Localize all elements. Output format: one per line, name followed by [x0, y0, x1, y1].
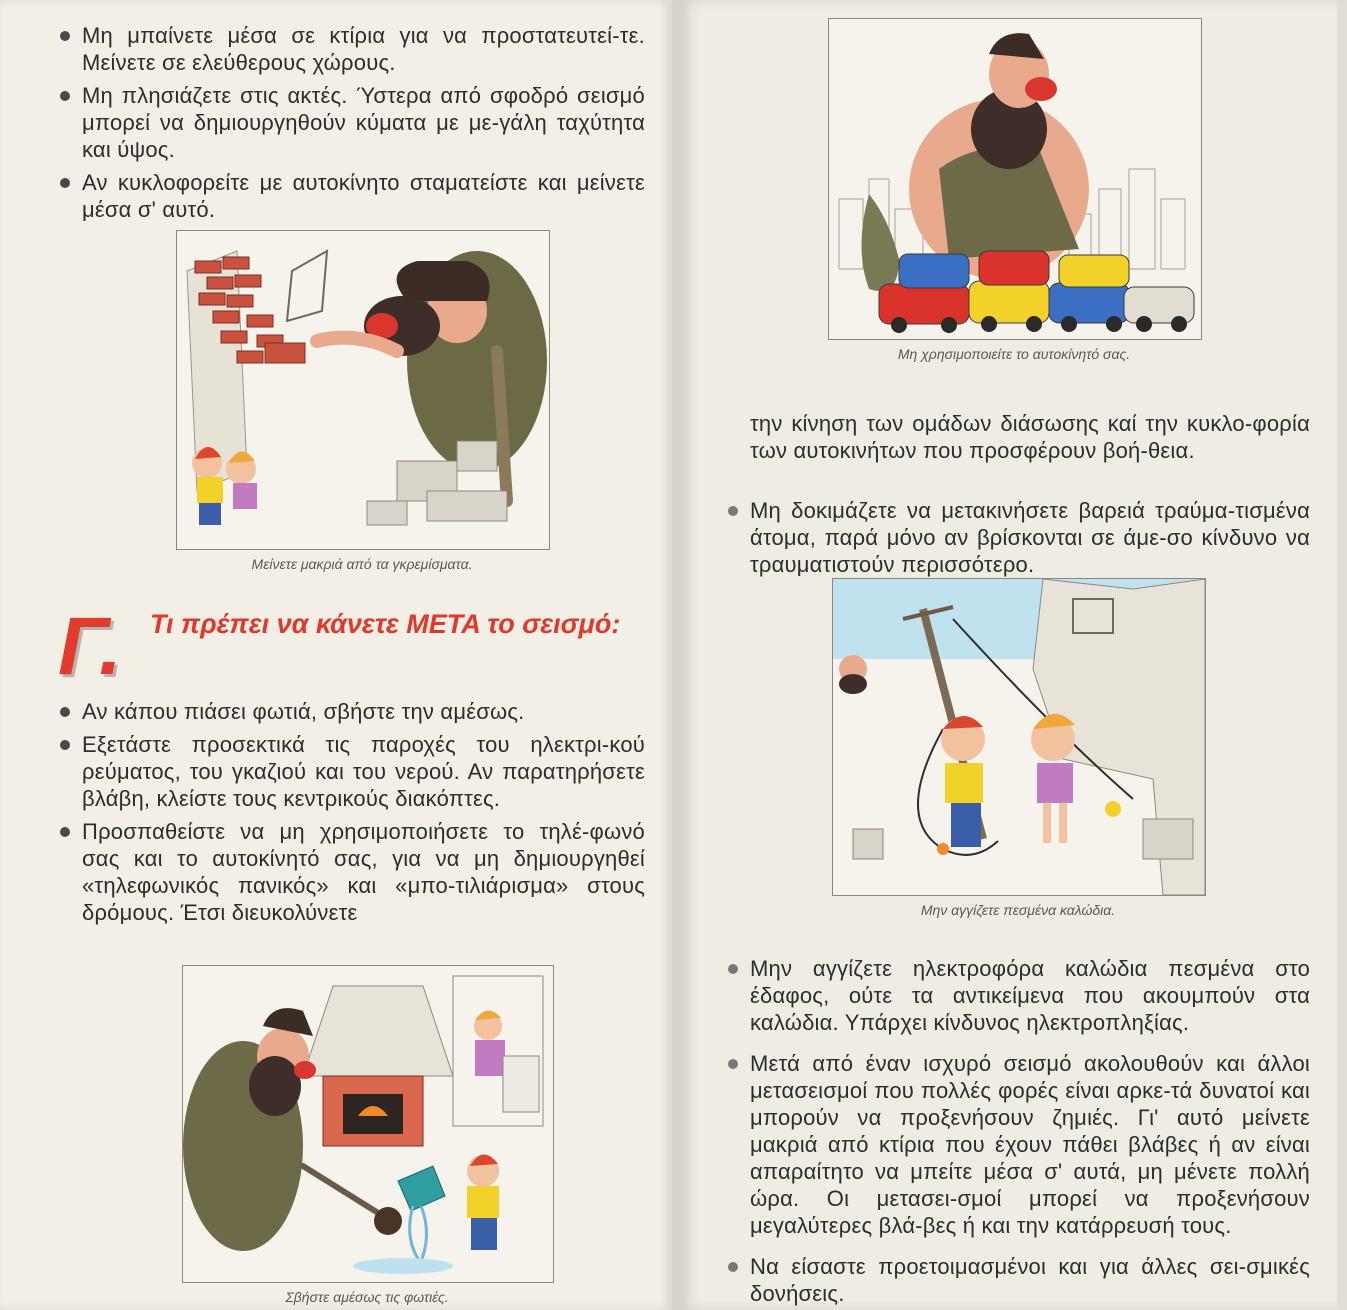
bullet-item: Μη πλησιάζετε στις ακτές. Ύστερα από σφοδρό σεισμό μπορεί να δημιουργηθούν κύματα με με-γάλη ταχύτητα και ύψος. [60, 82, 645, 163]
left-page [0, 0, 672, 1310]
bullet-list-bottom [728, 955, 1310, 1310]
bullet-dot-icon [728, 506, 738, 516]
bullet-item: Εξετάστε προσεκτικά τις παροχές του ηλεκτρι-κού ρεύματος, του γκαζιού και του νερού. Αν παρατηρήσετε βλάβη, κλείστε τους κεντρικούς διακόπτες. [60, 731, 645, 812]
page-gutter [672, 0, 680, 1310]
bullet-dot-icon [60, 707, 70, 717]
bullet-item: Αν κυκλοφορείτε με αυτοκίνητο σταματείστε και μείνετε μέσα σ' αυτό. [60, 169, 645, 223]
extinguishing-fire-illustration [182, 965, 554, 1283]
bullet-item: Μετά από έναν ισχυρό σεισμό ακολουθούν και άλλοι μετασεισμοί που πολλές φορές είναι αρκε-τά δυνατοί και μπορούν να προξενήσουν ζημιές. Γι' αυτό μείνετε μακριά από κτίρια που έχουν πάθει βλάβες ή αν είναι απαραίτητο να μπείτε μέσα σ' αυτά, μη μένετε πολλή ώρα. Οι μετασει-σμοί μπορεί να προξενήσουν μεγαλύτερες βλά-βες ή και την κατάρρευσή τους. [728, 1050, 1310, 1239]
bullet-dot-icon [60, 31, 70, 41]
illustration-caption: Μη χρησιμοποιείτε το αυτοκίνητό σας. [897, 346, 1131, 362]
illustration-caption: Μείνετε μακριά από τα γκρεμίσματα. [251, 556, 473, 572]
bullet-item: Μη μπαίνετε μέσα σε κτίρια για να προστατευτεί-τε. Μείνετε σε ελεύθερους χώρους. [60, 22, 645, 76]
bullet-list-top [60, 22, 645, 229]
right-page [680, 0, 1347, 1310]
bullet-item: Αν κάπου πιάσει φωτιά, σβήστε την αμέσως. [60, 698, 645, 725]
bullet-item: Μην αγγίζετε ηλεκτροφόρα καλώδια πεσμένα στο έδαφος, ούτε τα αντικείμενα που ακουμπούν στα καλώδια. Υπάρχει κίνδυνος ηλεκτροπληξίας. [728, 955, 1310, 1036]
bullet-dot-icon [60, 827, 70, 837]
bullet-list-middle [728, 497, 1310, 584]
bullet-dot-icon [728, 1262, 738, 1272]
bullet-dot-icon [728, 964, 738, 974]
section-letter: Γ. [58, 601, 122, 692]
giant-pulling-bricks-illustration [176, 230, 550, 550]
section-title: Τι πρέπει να κάνετε ΜΕΤΑ το σεισμό: [150, 609, 621, 639]
bullet-dot-icon [60, 178, 70, 188]
bullet-item: Προσπαθείστε να μη χρησιμοποιήσετε το τηλέ-φωνό σας και το αυτοκίνητό σας, για να μη δημιουργηθεί «τηλεφωνικός πανικός» και «μπο-τιλιάρισμα» στους δρόμους. Έτσι διευκολύνετε [60, 818, 645, 926]
bullet-list-after [60, 698, 645, 932]
illustration-caption: Σβήστε αμέσως τις φωτιές. [285, 1289, 449, 1305]
bullet-item: Μη δοκιμάζετε να μετακινήσετε βαρειά τραύμα-τισμένα άτομα, παρά μόνο αν βρίσκονται σε άμε-σο κίνδυνο να τραυματιστούν περισσότερο. [728, 497, 1310, 578]
bullet-dot-icon [60, 91, 70, 101]
page-edge [1337, 0, 1347, 1310]
fallen-power-lines-illustration [832, 578, 1206, 896]
illustration-caption: Μην αγγίζετε πεσμένα καλώδια. [920, 902, 1116, 918]
bullet-dot-icon [728, 1059, 738, 1069]
bullet-item: Να είσαστε προετοιμασμένοι και για άλλες σει-σμικές δονήσεις. [728, 1253, 1310, 1307]
bullet-dot-icon [60, 740, 70, 750]
continued-paragraph: την κίνηση των ομάδων διάσωσης καί την κυκλο-φορία των αυτοκινήτων που προσφέρουν βοή-θεια. [750, 411, 1310, 463]
giant-over-traffic-illustration [828, 18, 1202, 340]
